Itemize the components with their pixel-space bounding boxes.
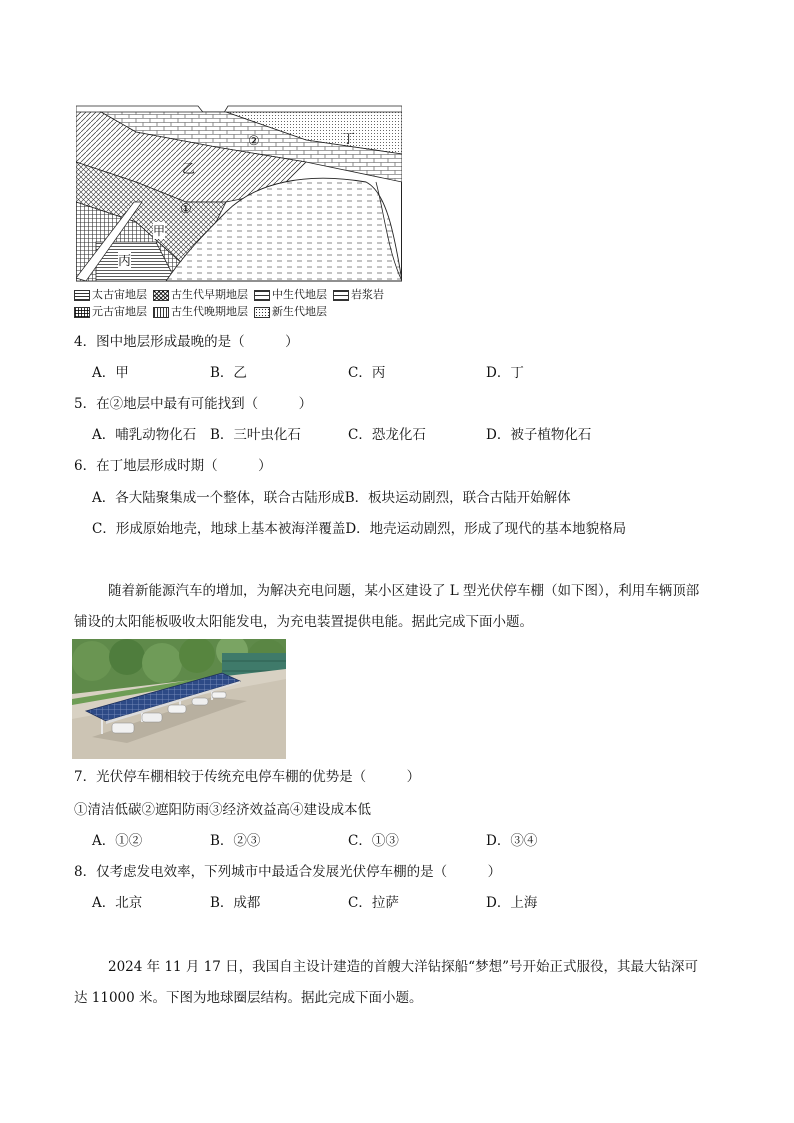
question-8-stem: 8．仅考虑发电效率，下列城市中最适合发展光伏停车棚的是（ ） <box>74 864 502 880</box>
label-2: ② <box>248 134 260 149</box>
q7-option-b[interactable]: B．②③ <box>210 833 261 849</box>
q8-option-a[interactable]: A．北京 <box>92 895 143 911</box>
q5-option-c[interactable]: C．恐龙化石 <box>348 427 426 443</box>
taigu-pattern-icon <box>74 290 90 301</box>
geology-figure <box>76 102 402 282</box>
gushengzao-pattern-icon <box>153 290 169 301</box>
q6-options-line-2[interactable]: C．形成原始地壳，地球上基本被海洋覆盖D．地壳运动剧烈，形成了现代的基本地貌格局 <box>92 521 627 537</box>
q6-options-line-1[interactable]: A．各大陆聚集成一个整体，联合古陆形成B．板块运动剧烈，联合古陆开始解体 <box>92 490 571 506</box>
q4-option-c[interactable]: C．丙 <box>348 365 386 381</box>
gushengwan-pattern-icon <box>153 307 169 318</box>
legend-label: 太古宙地层 <box>92 288 147 301</box>
q4-option-a[interactable]: A．甲 <box>92 365 129 381</box>
q4-option-d[interactable]: D．丁 <box>486 365 524 381</box>
question-5-stem: 5．在②地层中最有可能找到（ ） <box>74 396 313 412</box>
label-yi: 乙 <box>182 162 196 177</box>
passage-1-line-2: 铺设的太阳能板吸收太阳能发电，为充电装置提供电能。据此完成下面小题。 <box>74 614 533 630</box>
legend-label: 新生代地层 <box>272 305 327 318</box>
xinsheng-pattern-icon <box>254 307 270 318</box>
q7-option-c[interactable]: C．①③ <box>348 833 399 849</box>
passage-1-line-1: 随着新能源汽车的增加，为解决充电问题，某小区建设了 L 型光伏停车棚（如下图），利用车辆顶部 <box>108 583 700 599</box>
legend-label: 古生代早期地层 <box>171 288 248 301</box>
q4-option-b[interactable]: B．乙 <box>210 365 247 381</box>
q5-option-a[interactable]: A．哺乳动物化石 <box>92 427 197 443</box>
passage-2-line-1: 2024 年 11 月 17 日，我国自主设计建造的首艘大洋钻探船“梦想”号开始正式服役，其最大钻深可 <box>108 959 698 975</box>
q8-option-b[interactable]: B．成都 <box>210 895 261 911</box>
question-7-stem: 7．光伏停车棚相较于传统充电停车棚的优势是（ ） <box>74 769 421 785</box>
q8-option-c[interactable]: C．拉萨 <box>348 895 399 911</box>
solar-carport-image <box>72 639 286 759</box>
legend-label: 中生代地层 <box>272 288 327 301</box>
q8-option-d[interactable]: D．上海 <box>486 895 538 911</box>
question-6-stem: 6．在丁地层形成时期（ ） <box>74 458 272 474</box>
legend-label: 岩浆岩 <box>351 288 384 301</box>
label-bing: 丙 <box>118 250 131 269</box>
label-1: ① <box>180 202 192 217</box>
legend-label: 元古宙地层 <box>92 305 147 318</box>
q7-option-d[interactable]: D．③④ <box>486 833 538 849</box>
legend-row-1 <box>74 288 384 302</box>
yuangu-pattern-icon <box>74 307 90 318</box>
q5-option-b[interactable]: B．三叶虫化石 <box>210 427 301 443</box>
zhongsheng-pattern-icon <box>254 290 270 301</box>
yanjiang-pattern-icon <box>333 290 349 301</box>
legend-row-2 <box>74 305 327 319</box>
q7-statements: ①清洁低碳②遮阳防雨③经济效益高④建设成本低 <box>74 802 371 818</box>
label-ding: 丁 <box>342 132 356 147</box>
q5-option-d[interactable]: D．被子植物化石 <box>486 427 592 443</box>
solar-carport-illustration <box>72 639 286 759</box>
question-4-stem: 4．图中地层形成最晚的是（ ） <box>74 334 299 350</box>
q7-option-a[interactable]: A．①② <box>92 833 143 849</box>
passage-2-line-2: 达 11000 米。下图为地球圈层结构。据此完成下面小题。 <box>74 990 423 1006</box>
label-jia: 甲 <box>153 224 166 238</box>
legend-label: 古生代晚期地层 <box>171 305 248 318</box>
